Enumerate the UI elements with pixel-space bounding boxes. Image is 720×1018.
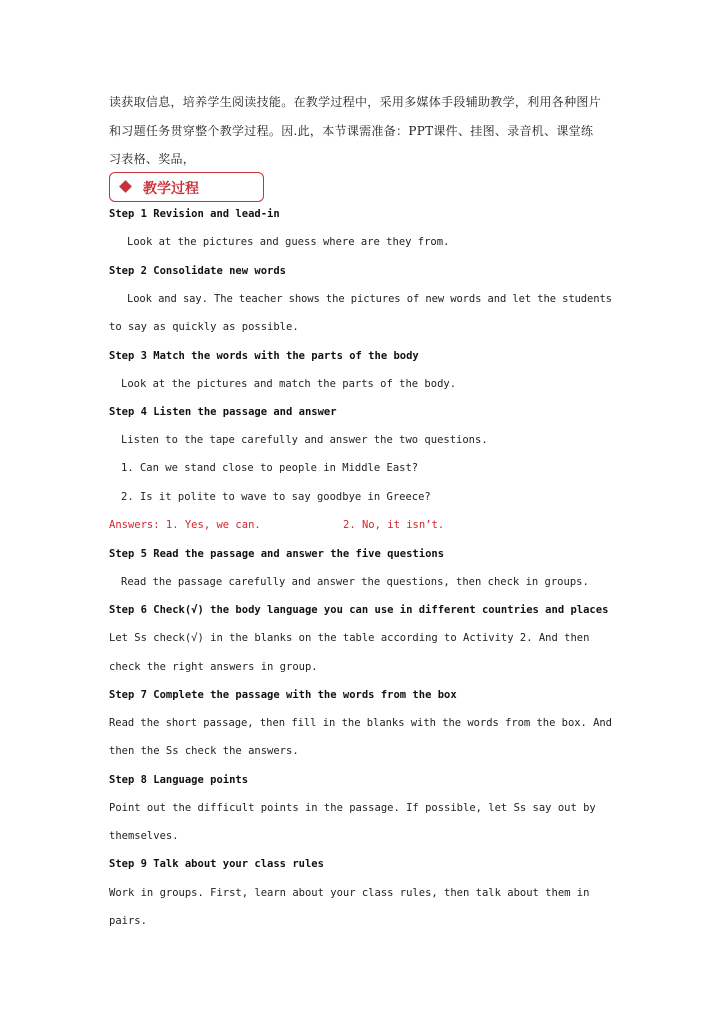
step-body: pairs. [109,915,147,927]
intro-line: 读获取信息，培养学生阅读技能。在教学过程中，采用多媒体手段辅助教学，利用各种图片 [109,95,602,109]
intro-paragraph [109,88,614,174]
step-body: Work in groups. First, learn about your class rules, then talk about them in [109,887,590,899]
step-body: Look at the pictures and match the parts of the body. [121,378,457,390]
intro-line: 习表格、奖品， [109,152,196,166]
step-body: Read the passage carefully and answer the questions, then check in groups. [121,576,589,588]
step-body: Read the short passage, then fill in the blanks with the words from the box. And [109,717,612,729]
section-title: 教学过程 [143,181,199,197]
step-title: Step 9 Talk about your class rules [109,858,324,870]
step-title: Step 2 Consolidate new words [109,265,287,277]
question-item: 2. Is it polite to wave to say goodbye in Greece? [121,491,431,503]
step-title: Step 8 Language points [109,774,249,786]
step-title: Step 4 Listen the passage and answer [109,406,337,418]
intro-line: 和习题任务贯穿整个教学过程。因.此，本节课需准备：PPT课件、挂图、录音机、课堂练 [109,123,594,138]
section-heading [109,172,264,202]
step-body: Let Ss check(√) in the blanks on the table according to Activity 2. And then [109,632,590,644]
step-title: Step 1 Revision and lead-in [109,208,280,220]
step-body: check the right answers in group. [109,661,318,673]
step-body: themselves. [109,830,179,842]
step-title: Step 6 Check(√) the body language you can use in different countries and places [109,604,609,616]
step-body: Look at the pictures and guess where are they from. [127,236,450,248]
step-body: Point out the difficult points in the passage. If possible, let Ss say out by [109,802,596,814]
diamond-bullet-icon [119,180,132,193]
question-item: 1. Can we stand close to people in Middle East? [121,462,419,474]
answer-text: Answers: 1. Yes, we can. [109,519,261,531]
answer-text: 2. No, it isn’t. [343,519,445,531]
step-title: Step 5 Read the passage and answer the five questions [109,548,445,560]
step-body: Look and say. The teacher shows the pictures of new words and let the students [127,293,612,305]
step-title: Step 7 Complete the passage with the words from the box [109,689,457,701]
step-body: Listen to the tape carefully and answer the two questions. [121,434,488,446]
step-body: then the Ss check the answers. [109,745,299,757]
step-body: to say as quickly as possible. [109,321,299,333]
step-title: Step 3 Match the words with the parts of the body [109,350,419,362]
